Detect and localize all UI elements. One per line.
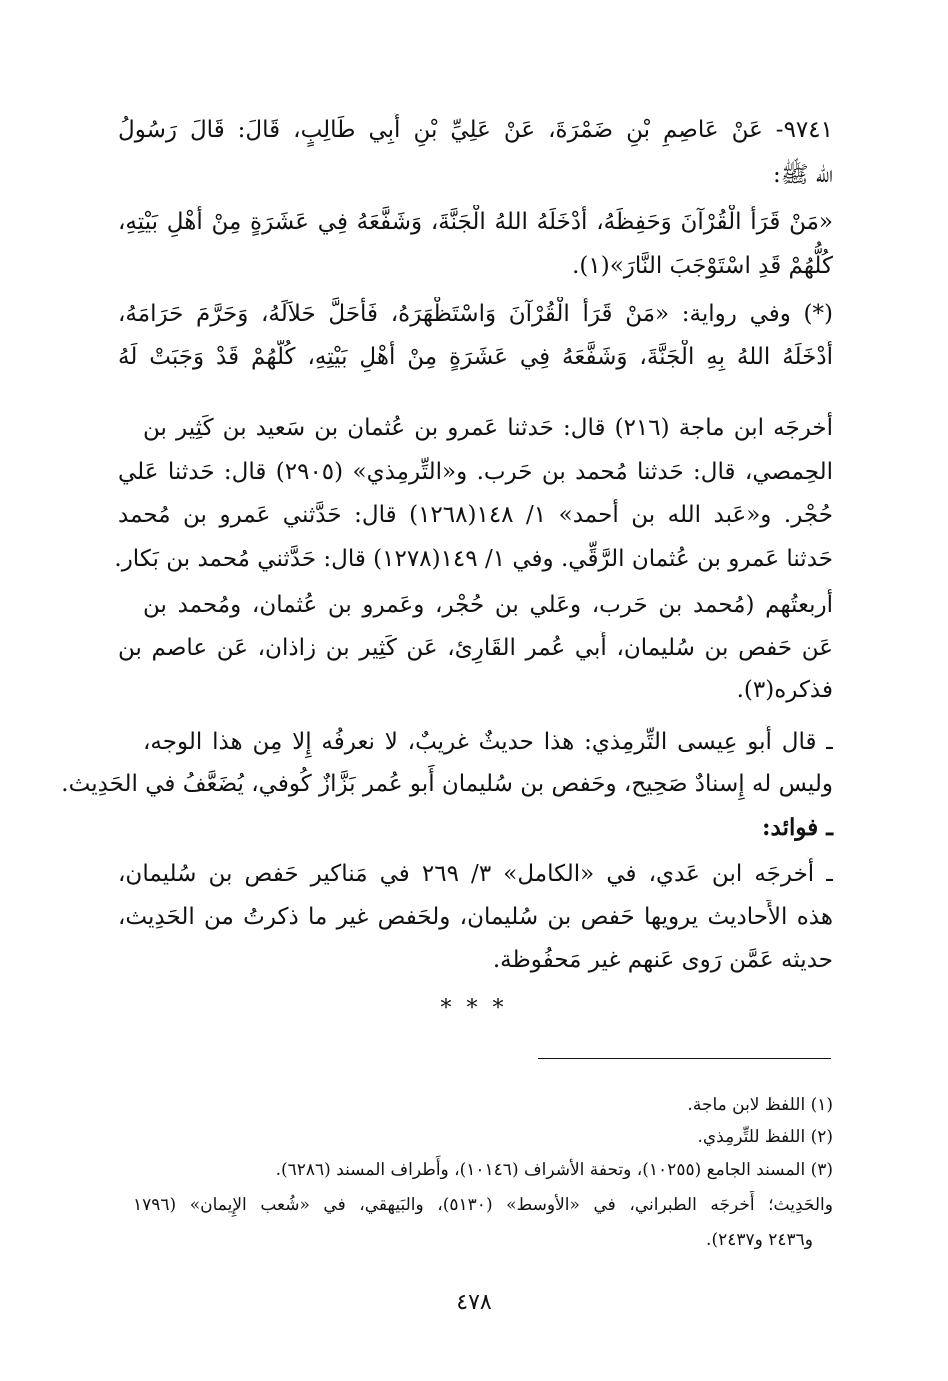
- benefits-line: ـ أَخرجَه ابن عَدي، في «الكامل» ٣/ ٢٦٩ في مَناكير حَفص بن سُليمان،: [118, 861, 833, 887]
- hadith-line: الله ﷺ:: [772, 162, 833, 188]
- footnote: (٣) المسند الجامع (١٠٢٥٥)، وتحفة الأشراف (١٠١٤٦)، وأَطراف المسند (٦٢٨٦).: [275, 1160, 833, 1180]
- footnote: (٢) اللفظ للتِّرمِذي.: [697, 1127, 833, 1147]
- hadith-quote-line: «مَنْ قَرَأَ الْقُرْآنَ وَحَفِظَهُ، أَدْخَلَهُ اللهُ الْجَنَّةَ، وَشَفَّعَهُ فِي عَشَرَةٍ مِنْ أَهْلِ بَيْتِهِ،: [118, 209, 833, 235]
- takhrij-line: الحِمصي، قال: حَدثنا مُحمد بن حَرب. و«التِّرمِذي» (٢٩٠٥) قال: حَدثنا عَلي: [118, 459, 833, 485]
- section-separator: * * *: [440, 996, 508, 1021]
- variant-line: (*) وفي رواية: «مَنْ قَرَأَ الْقُرْآنَ وَاسْتَظْهَرَهُ، فَأَحَلَّ حَلاَلَهُ، وَحَرَّمَ حَرَامَهُ،: [118, 301, 833, 327]
- footnote: (١) اللفظ لابن ماجة.: [687, 1095, 833, 1115]
- page-number: ٤٧٨: [456, 1290, 492, 1315]
- benefits-line: هذه الأَحاديث يرويها حَفص بن سُليمان، ولحَفص غير ما ذكرتُ من الحَدِيث،: [118, 904, 833, 930]
- footnote-divider: [538, 1058, 831, 1059]
- footnote-continuation: و٢٤٣٦ و٢٤٣٧).: [706, 1230, 813, 1250]
- hadith-quote-line: كُلُّهُمْ قَدِ اسْتَوْجَبَ النَّارَ»(١).: [572, 253, 833, 279]
- benefits-line: حديثه عَمَّن رَوى عَنهم غير مَحفُوظة.: [492, 947, 833, 973]
- tirmidhi-comment-line: ـ قال أَبو عِيسى التِّرمِذي: هذا حديثٌ غريبٌ، لا نعرفُه إِلا مِن هذا الوجه،: [143, 729, 833, 755]
- chain-line: عَن حَفص بن سُليمان، أَبي عُمر القَارِئ، عَن كَثِير بن زاذان، عَن عاصم بن: [118, 635, 833, 661]
- chain-line: فذكره(٣).: [736, 677, 833, 703]
- takhrij-line: أخرجَه ابن ماجة (٢١٦) قال: حَدثنا عَمرو بن عُثمان بن سَعيد بن كَثِير بن: [143, 415, 833, 441]
- chain-line: أَربعتُهم (مُحمد بن حَرب، وعَلي بن حُجْر، وعَمرو بن عُثمان، ومُحمد بن: [143, 592, 833, 618]
- benefits-heading: ـ فوائد:: [762, 814, 833, 841]
- tirmidhi-comment-line: وليس له إِسنادٌ صَحِيح، وحَفص بن سُليمان أَبو عُمر بَزَّازٌ كُوفي، يُضَعَّفُ في الحَدِيث.: [61, 771, 833, 797]
- footnote-continuation: والحَدِيث؛ أَخرجَه الطبراني، في «الأوسط» (٥١٣٠)، والبَيهقي، في «شُعب الإِيمان» (١٧٩٦: [133, 1195, 833, 1215]
- takhrij-line: حَدثنا عَمرو بن عُثمان الرَّقِّي. وفي ١/ ١٤٩(١٢٧٨) قال: حَدَّثني مُحمد بن بَكار.: [114, 546, 833, 572]
- takhrij-line: حُجْر. و«عَبد الله بن أَحمد» ١/ ١٤٨(١٢٦٨) قال: حَدَّثني عَمرو بن مُحمد: [118, 502, 833, 528]
- hadith-line: ٩٧٤١- عَنْ عَاصِمِ بْنِ ضَمْرَةَ، عَنْ عَلِيِّ بْنِ أَبِي طَالِبٍ، قَالَ: قَالَ رَسُولُ: [118, 117, 833, 143]
- variant-line: أَدْخَلَهُ اللهُ بِهِ الْجَنَّةَ، وَشَفَّعَهُ فِي عَشَرَةٍ مِنْ أَهْلِ بَيْتِهِ، كُلُّهُمْ قَدْ وَجَبَتْ لَهُ: [118, 344, 833, 370]
